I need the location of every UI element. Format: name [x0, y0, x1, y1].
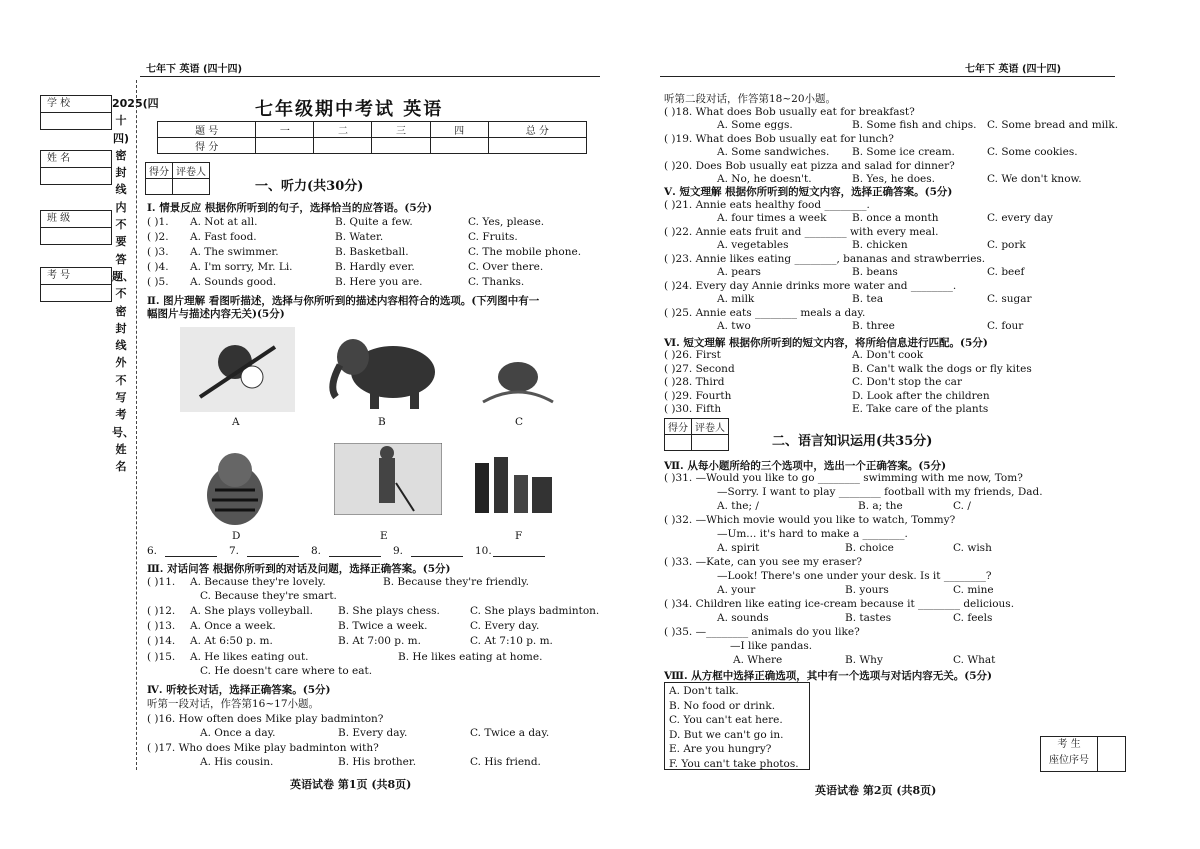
option-b[interactable]: B. three — [852, 320, 895, 332]
picture-label-f: F — [515, 530, 523, 542]
option-b[interactable]: B. At 7:00 p. m. — [338, 635, 421, 647]
q31-option-b[interactable]: B. a; the — [858, 500, 903, 512]
s8-option: C. You can't eat here. — [669, 714, 783, 726]
question-number: ( )14. — [147, 635, 176, 647]
q18-stem: ( )18. What does Bob usually eat for breakfast? — [664, 106, 915, 118]
school-field[interactable] — [40, 95, 112, 130]
answer-blank-line[interactable] — [247, 556, 299, 557]
q18-option-c[interactable]: C. Some bread and milk. — [987, 119, 1119, 131]
right-header-rule — [660, 76, 1115, 77]
q15-number: ( )15. — [147, 651, 176, 663]
q17-option-b[interactable]: B. His brother. — [338, 756, 417, 768]
q31-option-c[interactable]: C. / — [953, 500, 971, 512]
option-a[interactable]: A. pears — [717, 266, 761, 278]
q33-option-b[interactable]: B. yours — [845, 584, 889, 596]
score-header-cell: 一 — [256, 122, 314, 138]
option-b[interactable]: B. Water. — [335, 231, 384, 243]
q32-line-2: —Um... it's hard to make a ________. — [717, 528, 908, 540]
option-c[interactable]: C. four — [987, 320, 1024, 332]
score-table — [157, 121, 587, 154]
s8-option: A. Don't talk. — [669, 685, 739, 697]
option-c[interactable]: C. sugar — [987, 293, 1032, 305]
q31-line-2: —Sorry. I want to play ________ football with my friends, Dad. — [717, 486, 1043, 498]
option-b[interactable]: B. tea — [852, 293, 884, 305]
q16-stem: ( )16. How often does Mike play badminton? — [147, 713, 384, 725]
q32-line-1: ( )32. —Which movie would you like to watch, Tommy? — [664, 514, 956, 526]
grader-name-cell[interactable] — [173, 179, 210, 195]
option-b[interactable]: B. once a month — [852, 212, 939, 224]
q11-option-a[interactable]: A. Because they're lovely. — [190, 576, 326, 588]
q20-stem: ( )20. Does Bob usually eat pizza and salad for dinner? — [664, 160, 955, 172]
right-header-tag: 七年下 英语 (四十四) — [965, 64, 1062, 75]
q11-option-b[interactable]: B. Because they're friendly. — [383, 576, 529, 588]
s1-title: Ⅰ. 情景反应 根据你所听到的句子，选择恰当的应答语。(5分) — [147, 202, 433, 214]
picture-label-b: B — [378, 416, 386, 428]
option-c[interactable]: C. pork — [987, 239, 1026, 251]
q35-line-2: —I like pandas. — [730, 640, 813, 652]
s4-intro-1: 听第一段对话，作答第16~17小题。 — [147, 698, 320, 710]
option-a[interactable]: A. Sounds good. — [190, 276, 277, 288]
q34-option-c[interactable]: C. feels — [953, 612, 993, 624]
option-a[interactable]: A. She plays volleyball. — [190, 605, 313, 617]
option-b[interactable]: B. Here you are. — [335, 276, 423, 288]
q32-option-a[interactable]: A. spirit — [717, 542, 760, 554]
match-item: ( )28. Third — [664, 376, 725, 388]
picture-f-drinks — [470, 455, 560, 515]
option-a[interactable]: A. milk — [717, 293, 755, 305]
option-a[interactable]: A. two — [717, 320, 751, 332]
s4-intro-2: 听第二段对话，作答第18~20小题。 — [664, 93, 837, 105]
question-stem: ( )24. Every day Annie drinks more water and ________. — [664, 280, 957, 292]
option-b[interactable]: B. Quite a few. — [335, 216, 413, 228]
grader-score-label: 得分 — [665, 419, 692, 435]
option-c[interactable]: C. Fruits. — [468, 231, 518, 243]
s8-options-box — [664, 682, 810, 770]
q18-option-a[interactable]: A. Some eggs. — [717, 119, 793, 131]
q32-option-b[interactable]: B. choice — [845, 542, 894, 554]
q31-line-1: ( )31. —Would you like to go ________ swimming with me now, Tom? — [664, 472, 1023, 484]
option-c[interactable]: C. The mobile phone. — [468, 246, 582, 258]
question-number: ( )12. — [147, 605, 176, 617]
left-header-tag: 七年下 英语 (四十四) — [146, 64, 243, 75]
grader-score-label: 得分 — [146, 163, 173, 179]
s8-title: Ⅷ. 从方框中选择正确选项，其中有一个选项与对话内容无关。(5分) — [664, 670, 993, 682]
option-a[interactable]: A. I'm sorry, Mr. Li. — [190, 261, 293, 273]
question-number: ( )2. — [147, 231, 169, 243]
score-cell[interactable] — [488, 138, 586, 154]
seat-label-1: 考 生 — [1057, 739, 1081, 750]
answer-blank-number: 8. — [311, 545, 322, 557]
option-b[interactable]: B. chicken — [852, 239, 908, 251]
score-cell[interactable] — [256, 138, 314, 154]
q31-option-a[interactable]: A. the; / — [717, 500, 759, 512]
picture-d-tiger — [190, 445, 280, 530]
score-row-label: 得 分 — [158, 138, 256, 154]
s5-title: Ⅴ. 短文理解 根据你所听到的短文内容，选择正确答案。(5分) — [664, 186, 953, 198]
option-b[interactable]: B. beans — [852, 266, 898, 278]
exam-number-label: 考 号 — [41, 268, 111, 285]
grader-name-label: 评卷人 — [692, 419, 729, 435]
score-cell[interactable] — [430, 138, 488, 154]
picture-b-elephant — [318, 327, 448, 412]
footer-right: 英语试卷 第2页 (共8页) — [815, 784, 937, 797]
option-a[interactable]: A. four times a week — [717, 212, 827, 224]
q16-option-a[interactable]: A. Once a day. — [200, 727, 276, 739]
q20-option-b[interactable]: B. Yes, he does. — [852, 173, 935, 185]
q20-option-a[interactable]: A. No, he doesn't. — [717, 173, 812, 185]
s8-option: F. You can't take photos. — [669, 757, 799, 770]
q17-option-c[interactable]: C. His friend. — [470, 756, 541, 768]
grader-box-1 — [145, 162, 210, 195]
q19-stem: ( )19. What does Bob usually eat for lunch? — [664, 133, 894, 145]
question-number: ( )13. — [147, 620, 176, 632]
q17-stem: ( )17. Who does Mike play badminton with? — [147, 742, 379, 754]
option-a[interactable]: A. vegetables — [717, 239, 789, 251]
picture-c-plant — [478, 342, 558, 412]
school-label: 学 校 — [41, 96, 111, 113]
seat-label-2: 座位序号 — [1049, 755, 1089, 766]
class-field[interactable] — [40, 210, 112, 245]
answer-blank-number: 6. — [147, 545, 158, 557]
q16-option-b[interactable]: B. Every day. — [338, 727, 408, 739]
option-a[interactable]: A. Not at all. — [190, 216, 258, 228]
score-cell[interactable] — [372, 138, 430, 154]
match-option: C. Don't stop the car — [852, 376, 962, 388]
q32-option-c[interactable]: C. wish — [953, 542, 992, 554]
q18-option-b[interactable]: B. Some fish and chips. — [852, 119, 977, 131]
q15-option-b[interactable]: B. He likes eating at home. — [398, 651, 543, 663]
picture-a-baseball — [180, 327, 295, 412]
option-b[interactable]: B. Hardly ever. — [335, 261, 415, 273]
seal-line — [136, 80, 138, 770]
answer-blank-number: 9. — [393, 545, 404, 557]
q33-option-c[interactable]: C. mine — [953, 584, 994, 596]
name-field[interactable] — [40, 150, 112, 185]
exam-title: 七年级期中考试 英语 — [255, 99, 444, 120]
option-b[interactable]: B. She plays chess. — [338, 605, 440, 617]
option-c[interactable]: C. She plays badminton. — [470, 605, 600, 617]
question-stem: ( )21. Annie eats healthy food ________. — [664, 199, 870, 211]
q15-option-a[interactable]: A. He likes eating out. — [190, 651, 309, 663]
option-c[interactable]: C. Yes, please. — [468, 216, 545, 228]
q19-option-a[interactable]: A. Some sandwiches. — [717, 146, 830, 158]
q17-option-a[interactable]: A. His cousin. — [200, 756, 274, 768]
option-b[interactable]: B. Twice a week. — [338, 620, 428, 632]
question-stem: ( )22. Annie eats fruit and ________ with every meal. — [664, 226, 939, 238]
score-header-cell: 四 — [430, 122, 488, 138]
q11-option-c[interactable]: C. Because they're smart. — [200, 590, 337, 602]
answer-blank-line[interactable] — [493, 556, 545, 557]
picture-e-sweeping — [334, 443, 442, 515]
left-header-rule — [140, 76, 600, 77]
part1-title: 一、听力(共30分) — [255, 179, 364, 194]
q11-number: ( )11. — [147, 576, 176, 588]
option-a[interactable]: A. Once a week. — [190, 620, 276, 632]
option-c[interactable]: C. At 7:10 p. m. — [470, 635, 553, 647]
score-header-cell: 题 号 — [158, 122, 256, 138]
s3-title: Ⅲ. 对话问答 根据你所听到的对话及问题，选择正确答案。(5分) — [147, 563, 451, 575]
match-option: D. Look after the children — [852, 389, 990, 402]
option-c[interactable]: C. every day — [987, 212, 1053, 224]
footer-left: 英语试卷 第1页 (共8页) — [290, 778, 412, 791]
score-cell[interactable] — [314, 138, 372, 154]
question-stem: ( )23. Annie likes eating ________, bananas and strawberries. — [664, 253, 986, 265]
question-number: ( )4. — [147, 261, 169, 273]
q33-option-a[interactable]: A. your — [717, 584, 756, 596]
match-item: ( )26. First — [664, 349, 721, 361]
question-stem: ( )25. Annie eats ________ meals a day. — [664, 307, 866, 319]
q15-option-c[interactable]: C. He doesn't care where to eat. — [200, 665, 373, 677]
s2-title-1: Ⅱ. 图片理解 看图听描述，选择与你所听到的描述内容相符合的选项。(下列图中有一 — [147, 295, 540, 307]
q35-option-c[interactable]: C. What — [953, 654, 996, 666]
grader-box-2 — [664, 418, 729, 451]
match-option: E. Take care of the plants — [852, 403, 989, 415]
q16-option-c[interactable]: C. Twice a day. — [470, 727, 550, 739]
option-b[interactable]: B. Basketball. — [335, 246, 409, 258]
q34-line-1: ( )34. Children like eating ice-cream because it ________ delicious. — [664, 598, 1015, 610]
option-c[interactable]: C. beef — [987, 266, 1025, 278]
answer-blank-number: 10. — [475, 545, 492, 557]
match-option: A. Don't cook — [852, 349, 924, 361]
score-header-cell: 二 — [314, 122, 372, 138]
question-number: ( )5. — [147, 276, 169, 288]
picture-label-a: A — [232, 416, 240, 428]
s4-title: Ⅳ. 听较长对话，选择正确答案。(5分) — [147, 684, 331, 696]
match-item: ( )30. Fifth — [664, 403, 722, 415]
match-item: ( )29. Fourth — [664, 389, 732, 402]
s6-title: Ⅵ. 短文理解 根据你所听到的短文内容，将所给信息进行匹配。(5分) — [664, 337, 988, 349]
answer-blank-line[interactable] — [165, 556, 217, 557]
grader-name-cell[interactable] — [692, 435, 729, 451]
picture-label-d: D — [232, 530, 241, 542]
match-item: ( )27. Second — [664, 362, 735, 375]
score-header-cell: 三 — [372, 122, 430, 138]
answer-blank-number: 7. — [229, 545, 240, 557]
option-c[interactable]: C. Every day. — [470, 620, 540, 632]
name-label: 姓 名 — [41, 151, 111, 168]
q35-option-b[interactable]: B. Why — [845, 654, 883, 666]
seal-line-vertical-text: 2025(四十四)密封线内不要答题、不密封线外不写考号、姓名 — [112, 97, 159, 474]
question-number: ( )3. — [147, 246, 169, 258]
q19-option-c[interactable]: C. Some cookies. — [987, 146, 1078, 158]
option-a[interactable]: A. At 6:50 p. m. — [190, 635, 273, 647]
grader-name-label: 评卷人 — [173, 163, 210, 179]
s8-option: E. Are you hungry? — [669, 743, 772, 755]
q35-line-1: ( )35. —________ animals do you like? — [664, 626, 860, 638]
picture-label-e: E — [380, 530, 388, 542]
seat-number-box[interactable] — [1040, 736, 1126, 772]
answer-blank-line[interactable] — [411, 556, 463, 557]
class-label: 班 级 — [41, 211, 111, 228]
s2-title-2: 幅图片与描述内容无关)(5分) — [147, 308, 285, 320]
q35-option-a[interactable]: A. Where — [733, 654, 783, 666]
q20-option-c[interactable]: C. We don't know. — [987, 173, 1082, 185]
option-c[interactable]: C. Over there. — [468, 261, 544, 273]
score-header-cell: 总 分 — [488, 122, 586, 138]
option-a[interactable]: A. The swimmer. — [190, 246, 279, 258]
exam-number-field[interactable] — [40, 267, 112, 302]
q34-option-a[interactable]: A. sounds — [717, 612, 769, 624]
s7-title: Ⅶ. 从每小题所给的三个选项中，选出一个正确答案。(5分) — [664, 460, 947, 472]
match-option: B. Can't walk the dogs or fly kites — [852, 362, 1032, 375]
question-number: ( )1. — [147, 216, 169, 228]
q34-option-b[interactable]: B. tastes — [845, 612, 892, 624]
part2-title: 二、语言知识运用(共35分) — [772, 434, 933, 449]
q33-line-1: ( )33. —Kate, can you see my eraser? — [664, 556, 862, 568]
grader-score-cell[interactable] — [665, 435, 692, 451]
s8-option: B. No food or drink. — [669, 699, 776, 712]
answer-blank-line[interactable] — [329, 556, 381, 557]
grader-score-cell[interactable] — [146, 179, 173, 195]
option-c[interactable]: C. Thanks. — [468, 276, 525, 288]
q33-line-2: —Look! There's one under your desk. Is it ________? — [717, 570, 992, 582]
q19-option-b[interactable]: B. Some ice cream. — [852, 146, 955, 158]
s8-option: D. But we can't go in. — [669, 728, 784, 741]
picture-label-c: C — [515, 416, 524, 428]
option-a[interactable]: A. Fast food. — [190, 231, 257, 243]
